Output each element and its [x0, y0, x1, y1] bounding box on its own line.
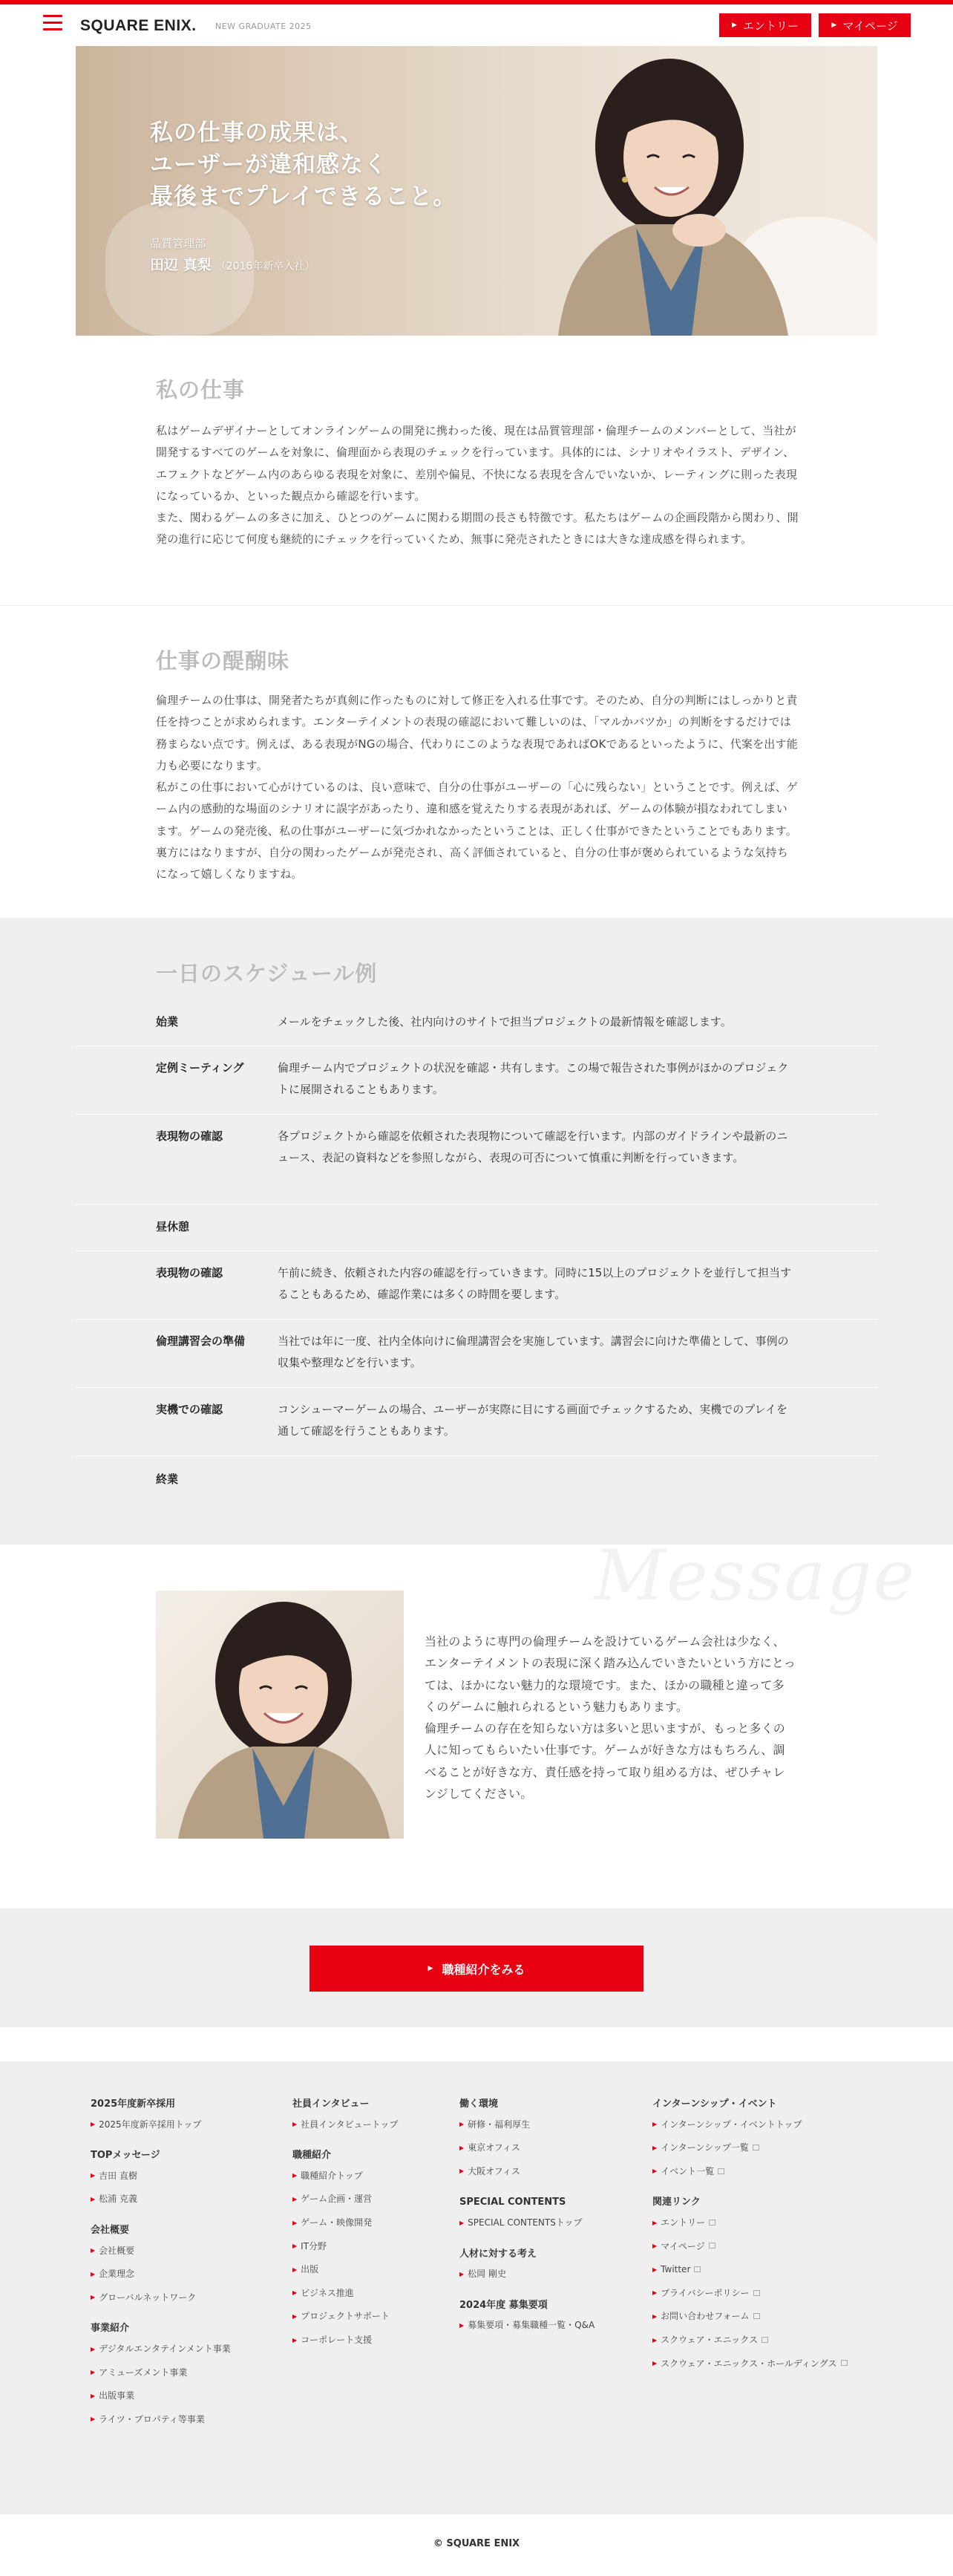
footer-group-title: 働く環境 — [459, 2099, 499, 2110]
schedule-row — [76, 1011, 877, 1046]
copyright-text: © SQUARE ENIX — [433, 2538, 520, 2549]
arrow-right-icon: ▶ — [652, 2360, 658, 2367]
footer-group-title: TOPメッセージ — [91, 2150, 160, 2162]
arrow-right-icon: ▶ — [292, 2121, 298, 2128]
appeal-paragraph: 私がこの仕事において心がけているのは、良い意味で、自分の仕事がユーザーの「心に残らない」ということです。例えば、ゲーム内の感動的な場面のシナリオに誤字があったり、違和感を覚えたりする表現があれば、ゲームの体験が損なわれてしまいます。ゲームの発売後、私の仕事がユーザーに気づかれなかったということは、正しく仕事ができたということでもあります。裏方にはなりますが、自分の関わったゲームが発売され、高く評価されていると、自分の仕事が褒められているような気持ちになって嬉しくなりますね。 — [156, 780, 798, 881]
footer-link-list — [459, 2217, 638, 2229]
hero-portrait-photo — [506, 46, 818, 336]
arrow-right-icon: ▶ — [292, 2243, 298, 2250]
footer-link-label: 大阪オフィス — [468, 2165, 520, 2176]
footer-link-label: 松浦 克義 — [99, 2194, 137, 2205]
schedule-description: メールをチェックした後、社内向けのサイトで担当プロジェクトの最新情報を確認します。 — [278, 1015, 732, 1028]
footer-link[interactable] — [292, 2335, 448, 2347]
footer-group-title: 社員インタビュー — [292, 2099, 370, 2110]
arrow-right-icon: ▶ — [459, 2144, 465, 2151]
schedule-row — [76, 1057, 877, 1115]
schedule-time-label: 定例ミーティング — [156, 1061, 244, 1075]
footer-column — [459, 2099, 638, 2351]
schedule-time-label: 表現物の確認 — [156, 1129, 223, 1143]
section-divider — [0, 605, 953, 606]
footer-link[interactable] — [91, 2119, 276, 2131]
arrow-right-icon: ▶ — [652, 2289, 658, 2297]
footer-link[interactable] — [292, 2194, 448, 2205]
arrow-right-icon: ▶ — [459, 2219, 465, 2226]
mypage-button[interactable] — [819, 13, 911, 37]
arrow-right-icon: ▶ — [91, 2195, 96, 2202]
arrow-right-icon: ▶ — [91, 2121, 96, 2128]
footer-link[interactable] — [292, 2241, 448, 2253]
footer-group-title: 職種紹介 — [292, 2150, 332, 2162]
footer-group-title: 事業紹介 — [91, 2323, 130, 2335]
employee-name: 田辺 真梨 — [150, 257, 212, 273]
arrow-right-icon: ▶ — [831, 22, 837, 29]
my-work-body — [156, 420, 799, 551]
footer-link[interactable] — [652, 2241, 875, 2253]
footer-link[interactable] — [652, 2166, 875, 2178]
schedule-row — [76, 1126, 877, 1204]
message-paragraph: 倫理チームの存在を知らない方は多いと思いますが、もっと多くの人に知ってもらいたい仕事です。ゲームが好きな方はもちろん、調べることが好きな方、責任感を持って取り組める方は、ぜひチャレンジしてください。 — [425, 1721, 786, 1801]
footer-group-title: 2024年度 募集要項 — [459, 2299, 548, 2311]
footer-link[interactable] — [91, 2367, 276, 2379]
footer-link[interactable] — [91, 2171, 276, 2182]
footer-link-label: アミューズメント事業 — [99, 2367, 188, 2378]
external-link-icon — [709, 2243, 715, 2249]
schedule-description: 午前に続き、依頼された内容の確認を行っていきます。同時に15以上のプロジェクトを並行して担当することもあるため、確認作業には多くの時間を要します。 — [278, 1266, 791, 1302]
footer-link[interactable] — [292, 2171, 448, 2182]
footer-link-label: 企業理念 — [99, 2269, 135, 2280]
footer-link[interactable] — [91, 2390, 276, 2402]
footer-link-label: 東京オフィス — [468, 2142, 520, 2153]
footer-link[interactable] — [292, 2217, 448, 2229]
footer-link-list — [91, 2344, 276, 2425]
arrow-right-icon: ▶ — [91, 2294, 96, 2301]
footer-link-label: マイページ — [661, 2240, 705, 2251]
schedule-row — [76, 1331, 877, 1388]
footer-link-label: 吉田 直樹 — [99, 2170, 137, 2181]
schedule-time-label: 昼休憩 — [156, 1220, 190, 1233]
footer-link-label: デジタルエンタテインメント事業 — [99, 2343, 231, 2354]
arrow-right-icon: ▶ — [91, 2247, 96, 2254]
arrow-right-icon: ▶ — [292, 2219, 298, 2226]
footer-group-title: 2025年度新卒採用 — [91, 2099, 176, 2110]
arrow-right-icon: ▶ — [652, 2312, 658, 2320]
footer-link-list — [91, 2246, 276, 2304]
external-link-icon — [762, 2337, 768, 2343]
schedule-time-label: 終業 — [156, 1473, 179, 1486]
footer-link-list — [91, 2171, 276, 2205]
footer-group-title: SPECIAL CONTENTS — [459, 2197, 566, 2208]
footer-link-label: 会社概要 — [99, 2245, 135, 2256]
footer-link-list — [652, 2217, 875, 2370]
arrow-right-icon: ▶ — [652, 2243, 658, 2250]
footer-link[interactable] — [459, 2217, 638, 2229]
arrow-right-icon: ▶ — [652, 2168, 658, 2175]
footer-link-label: 出版 — [301, 2264, 319, 2275]
footer-link-label: SPECIAL CONTENTSトップ — [468, 2217, 583, 2228]
schedule-time-label: 始業 — [156, 1015, 179, 1028]
footer-link[interactable] — [91, 2414, 276, 2426]
arrow-right-icon: ▶ — [91, 2345, 96, 2352]
footer-link[interactable] — [292, 2119, 448, 2131]
arrow-right-icon: ▶ — [91, 2270, 96, 2277]
footer-link[interactable] — [459, 2166, 638, 2178]
schedule-description: 各プロジェクトから確認を依頼された表現物について確認を行います。内部のガイドラインや最新のニュース、表記の資料などを参照しながら、表現の可否について慎重に判断を行っていきます。 — [278, 1129, 788, 1165]
footer-link-label: 松岡 剛史 — [468, 2269, 506, 2280]
hero-banner — [76, 46, 877, 336]
arrow-right-icon: ▶ — [292, 2195, 298, 2202]
footer-link-label: 社員インタビュートップ — [301, 2119, 399, 2130]
footer-link[interactable] — [292, 2288, 448, 2300]
footer-link[interactable] — [652, 2119, 875, 2131]
arrow-right-icon: ▶ — [459, 2121, 465, 2128]
arrow-right-icon: ▶ — [292, 2312, 298, 2320]
arrow-right-icon: ▶ — [732, 22, 737, 29]
message-portrait-photo — [156, 1591, 404, 1839]
job-types-button-label: 職種紹介をみる — [442, 1962, 525, 1977]
footer-link-label: イベント一覧 — [661, 2165, 715, 2176]
footer-link-label: コーポレート支援 — [301, 2334, 373, 2345]
footer-link-label: IT分野 — [301, 2240, 327, 2251]
footer-link[interactable] — [91, 2269, 276, 2280]
footer-link-label: 研修・福利厚生 — [468, 2119, 531, 2130]
external-link-icon — [841, 2360, 848, 2366]
footer-group-title: 会社概要 — [91, 2224, 130, 2236]
footer-group-title: インターンシップ・イベント — [652, 2099, 777, 2110]
schedule-row — [76, 1216, 877, 1251]
arrow-right-icon: ▶ — [91, 2172, 96, 2179]
footer-link[interactable] — [292, 2264, 448, 2276]
footer-link[interactable] — [459, 2119, 638, 2131]
footer-link[interactable] — [91, 2194, 276, 2205]
hero-headline-line: 最後までプレイできること。 — [150, 183, 457, 210]
footer-link[interactable] — [652, 2142, 875, 2154]
arrow-right-icon: ▶ — [652, 2121, 658, 2128]
job-types-button[interactable] — [310, 1946, 643, 1992]
schedule-description: 倫理チーム内でプロジェクトの状況を確認・共有します。この場で報告された事例がほかのプロジェクトに展開されることもあります。 — [278, 1061, 789, 1097]
employee-join-year: （2016年新卒入社） — [215, 261, 315, 273]
arrow-right-icon: ▶ — [652, 2266, 658, 2273]
employee-name-block — [150, 254, 315, 274]
entry-button-label: エントリー — [742, 19, 799, 33]
site-header — [0, 4, 953, 46]
external-link-icon — [753, 2313, 760, 2319]
external-link-icon — [694, 2266, 701, 2272]
footer-link-list — [459, 2320, 638, 2332]
arrow-right-icon: ▶ — [91, 2392, 96, 2399]
employee-department: 品質管理部 — [150, 237, 206, 250]
message-portrait-illustration — [156, 1591, 404, 1839]
footer-link-label: 出版事業 — [99, 2390, 135, 2401]
appeal-title: 仕事の醍醐味 — [156, 648, 290, 674]
footer-link-label: 募集要項・募集職種一覧・Q&A — [468, 2320, 595, 2331]
footer-link[interactable] — [652, 2358, 875, 2370]
arrow-right-icon: ▶ — [459, 2321, 465, 2329]
footer-link[interactable] — [652, 2288, 875, 2300]
schedule-row — [76, 1469, 877, 1503]
footer-link-label: インターンシップ・イベントトップ — [661, 2119, 802, 2130]
footer-link-label: ゲーム企画・運営 — [301, 2194, 373, 2205]
schedule-time-label: 倫理講習会の準備 — [156, 1334, 246, 1348]
footer-link[interactable] — [652, 2217, 875, 2229]
footer-link-label: インターンシップ一覧 — [661, 2142, 749, 2153]
footer-link-label: スクウェア・エニックス — [661, 2334, 759, 2345]
appeal-body — [156, 690, 799, 885]
schedule-title: 一日のスケジュール例 — [156, 961, 378, 986]
footer-link-label: ゲーム・映像開発 — [301, 2217, 373, 2228]
arrow-right-icon: ▶ — [292, 2336, 298, 2344]
arrow-right-icon: ▶ — [292, 2289, 298, 2297]
arrow-right-icon: ▶ — [459, 2270, 465, 2277]
message-watermark: Message — [594, 1536, 917, 1617]
footer-link-list — [292, 2119, 448, 2131]
arrow-right-icon: ▶ — [91, 2369, 96, 2376]
footer-group-title: 関連リンク — [652, 2197, 701, 2208]
arrow-right-icon: ▶ — [91, 2416, 96, 2423]
my-work-paragraph: 私はゲームデザイナーとしてオンラインゲームの開発に携わった後、現在は品質管理部・倫理チームのメンバーとして、当社が開発するすべてのゲームを対象に、倫理面から表現のチェックを行っています。具体的には、シナリオやイラスト、デザイン、エフェクトなどゲーム内のあらゆる表現を対象に、差別や偏見、不快になる表現を含んでいないか、レーティングに則った表現になっているか、といった観点から確認を行います。 — [156, 424, 798, 503]
footer-link-label: Twitter — [661, 2264, 691, 2275]
schedule-row — [76, 1262, 877, 1320]
footer-link-list — [459, 2119, 638, 2178]
footer-link[interactable] — [292, 2311, 448, 2323]
footer-link-list — [459, 2269, 638, 2280]
footer-link[interactable] — [652, 2335, 875, 2347]
footer-link-label: 2025年度新卒採用トップ — [99, 2119, 202, 2130]
footer-link[interactable] — [91, 2246, 276, 2257]
schedule-time-label: 実機での確認 — [156, 1403, 223, 1416]
appeal-paragraph: 倫理チームの仕事は、開発者たちが真剣に作ったものに対して修正を入れる仕事です。そのため、自分の判断にはしっかりと責任を持つことが求められます。エンターテイメントの表現の確認において難しいのは、「マルかバツか」の判断をするだけでは務まらない点です。例えば、ある表現がNGの場合、代わりにこのような表現であればOKであるといったように、代案を出す能力も必要になります。 — [156, 694, 798, 772]
footer-link[interactable] — [459, 2269, 638, 2280]
my-work-title: 私の仕事 — [156, 377, 246, 402]
hero-headline — [150, 117, 456, 212]
footer-column — [652, 2099, 875, 2389]
external-link-icon — [718, 2168, 724, 2174]
footer-link-label: プロジェクトサポート — [301, 2311, 390, 2322]
footer-link-label: グローバルネットワーク — [99, 2292, 197, 2303]
footer-link-label: エントリー — [661, 2217, 706, 2228]
footer-link-label: スクウェア・エニックス・ホールディングス — [661, 2358, 837, 2369]
footer-column — [91, 2099, 276, 2445]
site-subtitle: NEW GRADUATE 2025 — [215, 22, 312, 31]
footer-link[interactable] — [91, 2344, 276, 2355]
schedule-row — [76, 1399, 877, 1456]
footer-link-label: 職種紹介トップ — [301, 2170, 363, 2181]
arrow-right-icon: ▶ — [652, 2219, 658, 2226]
footer-link-list — [292, 2171, 448, 2347]
footer-link[interactable] — [459, 2142, 638, 2154]
schedule-time-label: 表現物の確認 — [156, 1266, 223, 1279]
message-body — [425, 1631, 796, 1804]
footer-group-title: 人材に対する考え — [459, 2248, 537, 2260]
footer-link-list — [91, 2119, 276, 2131]
arrow-right-icon: ▶ — [459, 2168, 465, 2175]
footer-link-label: ライツ・プロパティ等事業 — [99, 2413, 205, 2425]
footer-link[interactable] — [652, 2264, 875, 2276]
schedule-description: コンシューマーゲームの場合、ユーザーが実際に目にする画面でチェックするため、実機でのプレイを通して確認を行うこともあります。 — [278, 1403, 787, 1438]
hamburger-menu-icon[interactable] — [43, 15, 62, 31]
footer-link-label: プライバシーポリシー — [661, 2287, 750, 2298]
message-paragraph: 当社のように専門の倫理チームを設けているゲーム会社は少なく、エンターテイメントの表現に深く踏み込んでいきたいという方にとっては、ほかにない魅力的な環境です。また、ほかの職種と違って多くのゲームに触れられるという魅力もあります。 — [425, 1634, 796, 1714]
schedule-description: 当社では年に一度、社内全体向けに倫理講習会を実施しています。講習会に向けた準備として、事例の収集や整理などを行います。 — [278, 1334, 789, 1370]
hero-headline-line: 私の仕事の成果は、 — [150, 120, 364, 146]
hero-headline-line: ユーザーが違和感なく — [150, 151, 387, 178]
arrow-right-icon: ▶ — [292, 2172, 298, 2179]
external-link-icon — [753, 2145, 759, 2151]
entry-button[interactable] — [719, 13, 811, 37]
footer-column — [292, 2099, 448, 2366]
arrow-right-icon: ▶ — [652, 2336, 658, 2344]
arrow-right-icon: ▶ — [428, 1965, 433, 1972]
arrow-right-icon: ▶ — [292, 2266, 298, 2273]
my-work-paragraph: また、関わるゲームの多さに加え、ひとつのゲームに関わる期間の長さも特徴です。私たちはゲームの企画段階から関わり、開発の進行に応じて何度も継続的にチェックを行っていくため、無事に発売されたときには大きな達成感を得られます。 — [156, 511, 799, 547]
external-link-icon — [753, 2290, 760, 2296]
footer-link-label: ビジネス推進 — [301, 2287, 354, 2298]
footer-link[interactable] — [652, 2311, 875, 2323]
footer-link[interactable] — [91, 2292, 276, 2304]
footer-link-label: お問い合わせフォーム — [661, 2311, 750, 2322]
footer-link[interactable] — [459, 2320, 638, 2332]
external-link-icon — [709, 2220, 715, 2226]
arrow-right-icon: ▶ — [652, 2144, 658, 2151]
footer-link-list — [652, 2119, 875, 2178]
site-logo[interactable]: SQUARE ENIX. — [80, 17, 197, 34]
mypage-button-label: マイページ — [842, 19, 898, 33]
